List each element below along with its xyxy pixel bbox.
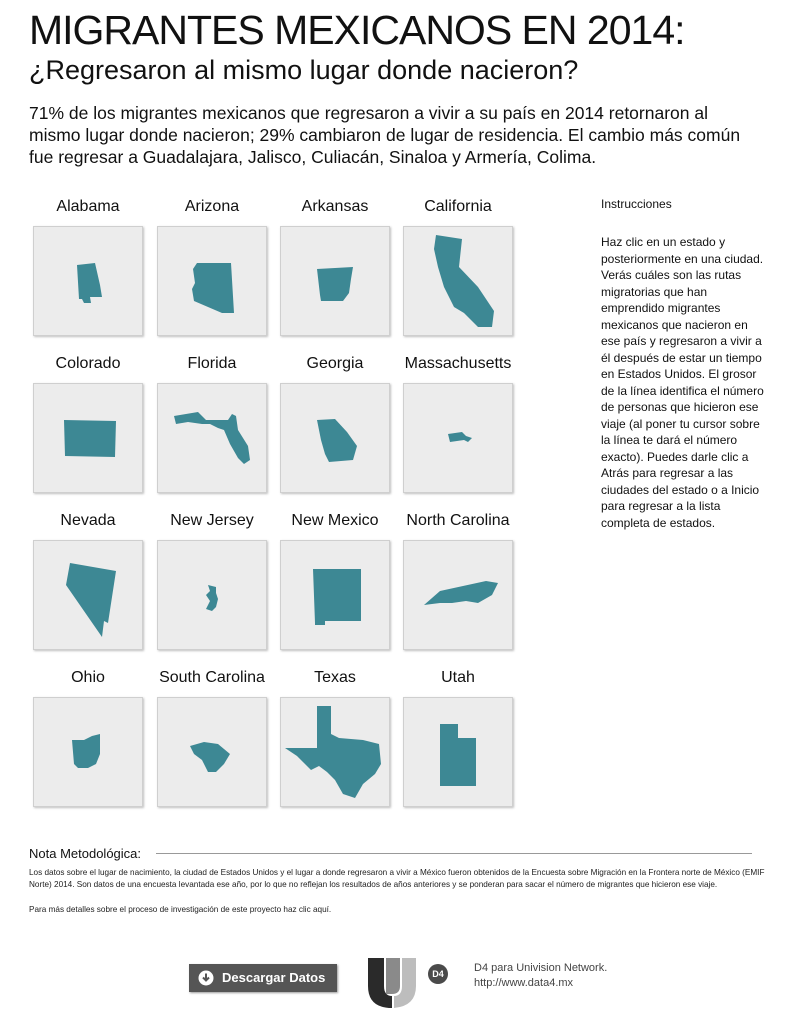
download-icon — [198, 970, 214, 986]
state-name: New Mexico — [291, 512, 379, 529]
state-tile-georgia[interactable] — [280, 353, 390, 493]
state-tile-massachusetts[interactable] — [403, 353, 513, 493]
state-name: Nevada — [60, 512, 116, 529]
methodology-title: Nota Metodológica: — [29, 846, 142, 861]
state-map-button[interactable] — [280, 540, 390, 650]
state-map-button[interactable] — [157, 540, 267, 650]
state-map-button[interactable] — [157, 226, 267, 336]
state-map-button[interactable] — [403, 226, 513, 336]
state-tile-nevada[interactable] — [33, 510, 143, 650]
state-tile-texas[interactable] — [280, 667, 390, 807]
state-tile-new-mexico[interactable] — [280, 510, 390, 650]
instructions-body: Haz clic en un estado y posteriormente en una ciudad. Verás cuáles son las rutas migratorias que han emprendido migrantes mexicanos que nacieron en ese país y regresaron a vivir a él después de estar un tiempo en Estados Unidos. El grosor de la línea identifica el número de personas que hicieron ese viaje (al poner tu cursor sobre la línea te dará el número exacto). Puedes darle clic a Atrás para regresar a las ciudades del estado o a Inicio para regresar a la lista completa de estados. — [601, 235, 764, 530]
arizona-shape-icon — [158, 227, 266, 335]
state-map-button[interactable] — [403, 540, 513, 650]
state-name: North Carolina — [406, 512, 510, 529]
state-tile-ohio[interactable] — [33, 667, 143, 807]
state-map-button[interactable] — [403, 697, 513, 807]
state-tile-florida[interactable] — [157, 353, 267, 493]
state-map-button[interactable] — [157, 697, 267, 807]
methodology-body: Los datos sobre el lugar de nacimiento, la ciudad de Estados Unidos y el lugar a donde regresaron a vivir a México fueron obtenidos de la Encuesta sobre Migración en la Frontera norte de México (EMIF Norte) 2014. Son datos de una encuesta levantada ese año, por lo que no reflejan los resultados de años anteriores y se ponderan para sacar el número de migrantes que hicieron ese viaje. — [29, 868, 765, 889]
california-shape-icon — [404, 227, 512, 335]
state-name: New Jersey — [170, 512, 254, 529]
state-name: Florida — [187, 355, 237, 372]
state-tile-north-carolina[interactable] — [403, 510, 513, 650]
ohio-shape-icon — [34, 698, 142, 806]
intro-paragraph: 71% de los migrantes mexicanos que regresaron a vivir a su país en 2014 retornaron al mismo lugar donde nacieron; 29% cambiaron de lugar de residencia. El cambio más común fue regresar a Guadalajara, Jalisco, Culiacán, Sinaloa y Armería, Colima. — [29, 103, 741, 167]
south-carolina-shape-icon — [158, 698, 266, 806]
state-tile-south-carolina[interactable] — [157, 667, 267, 807]
state-grid — [33, 196, 533, 816]
new-mexico-shape-icon — [281, 541, 389, 649]
georgia-shape-icon — [281, 384, 389, 492]
state-map-button[interactable] — [157, 383, 267, 493]
state-map-button[interactable] — [33, 540, 143, 650]
state-name: Georgia — [306, 355, 364, 372]
arkansas-shape-icon — [281, 227, 389, 335]
state-tile-arkansas[interactable] — [280, 196, 390, 336]
state-tile-utah[interactable] — [403, 667, 513, 807]
state-map-button[interactable] — [33, 226, 143, 336]
state-map-button[interactable] — [33, 697, 143, 807]
credit-text: D4 para Univision Network. — [474, 962, 608, 974]
state-map-button[interactable] — [33, 383, 143, 493]
state-map-button[interactable] — [403, 383, 513, 493]
methodology-link[interactable]: Para más detalles sobre el proceso de investigación de este proyecto haz clic aquí. — [29, 905, 332, 914]
state-name: Texas — [314, 669, 356, 686]
north-carolina-shape-icon — [404, 541, 512, 649]
massachusetts-shape-icon — [404, 384, 512, 492]
d4-logo-icon: D4 — [428, 964, 448, 984]
instructions-title: Instrucciones — [601, 197, 672, 211]
state-map-button[interactable] — [280, 697, 390, 807]
page-title: MIGRANTES MEXICANOS EN 2014: — [29, 7, 685, 53]
state-name: South Carolina — [159, 669, 265, 686]
new-jersey-shape-icon — [158, 541, 266, 649]
state-name: Arkansas — [301, 198, 369, 215]
state-name: Colorado — [55, 355, 121, 372]
download-label: Descargar Datos — [222, 970, 326, 985]
state-map-button[interactable] — [280, 383, 390, 493]
methodology-divider — [156, 853, 752, 854]
state-name: Arizona — [184, 198, 240, 215]
page-subtitle: ¿Regresaron al mismo lugar donde nacieron? — [29, 55, 579, 85]
credit-url[interactable]: http://www.data4.mx — [474, 977, 574, 989]
state-name: Utah — [441, 669, 475, 686]
state-tile-new-jersey[interactable] — [157, 510, 267, 650]
florida-shape-icon — [158, 384, 266, 492]
texas-shape-icon — [281, 698, 389, 806]
state-map-button[interactable] — [280, 226, 390, 336]
colorado-shape-icon — [34, 384, 142, 492]
univision-logo-icon — [366, 956, 418, 1008]
download-data-button[interactable] — [189, 964, 337, 992]
state-name: Ohio — [71, 669, 105, 686]
alabama-shape-icon — [34, 227, 142, 335]
state-tile-california[interactable] — [403, 196, 513, 336]
state-tile-arizona[interactable] — [157, 196, 267, 336]
state-tile-colorado[interactable] — [33, 353, 143, 493]
state-name: Alabama — [56, 198, 120, 215]
utah-shape-icon — [404, 698, 512, 806]
state-name: California — [424, 198, 492, 215]
nevada-shape-icon — [34, 541, 142, 649]
state-name: Massachusetts — [404, 355, 512, 372]
state-tile-alabama[interactable] — [33, 196, 143, 336]
